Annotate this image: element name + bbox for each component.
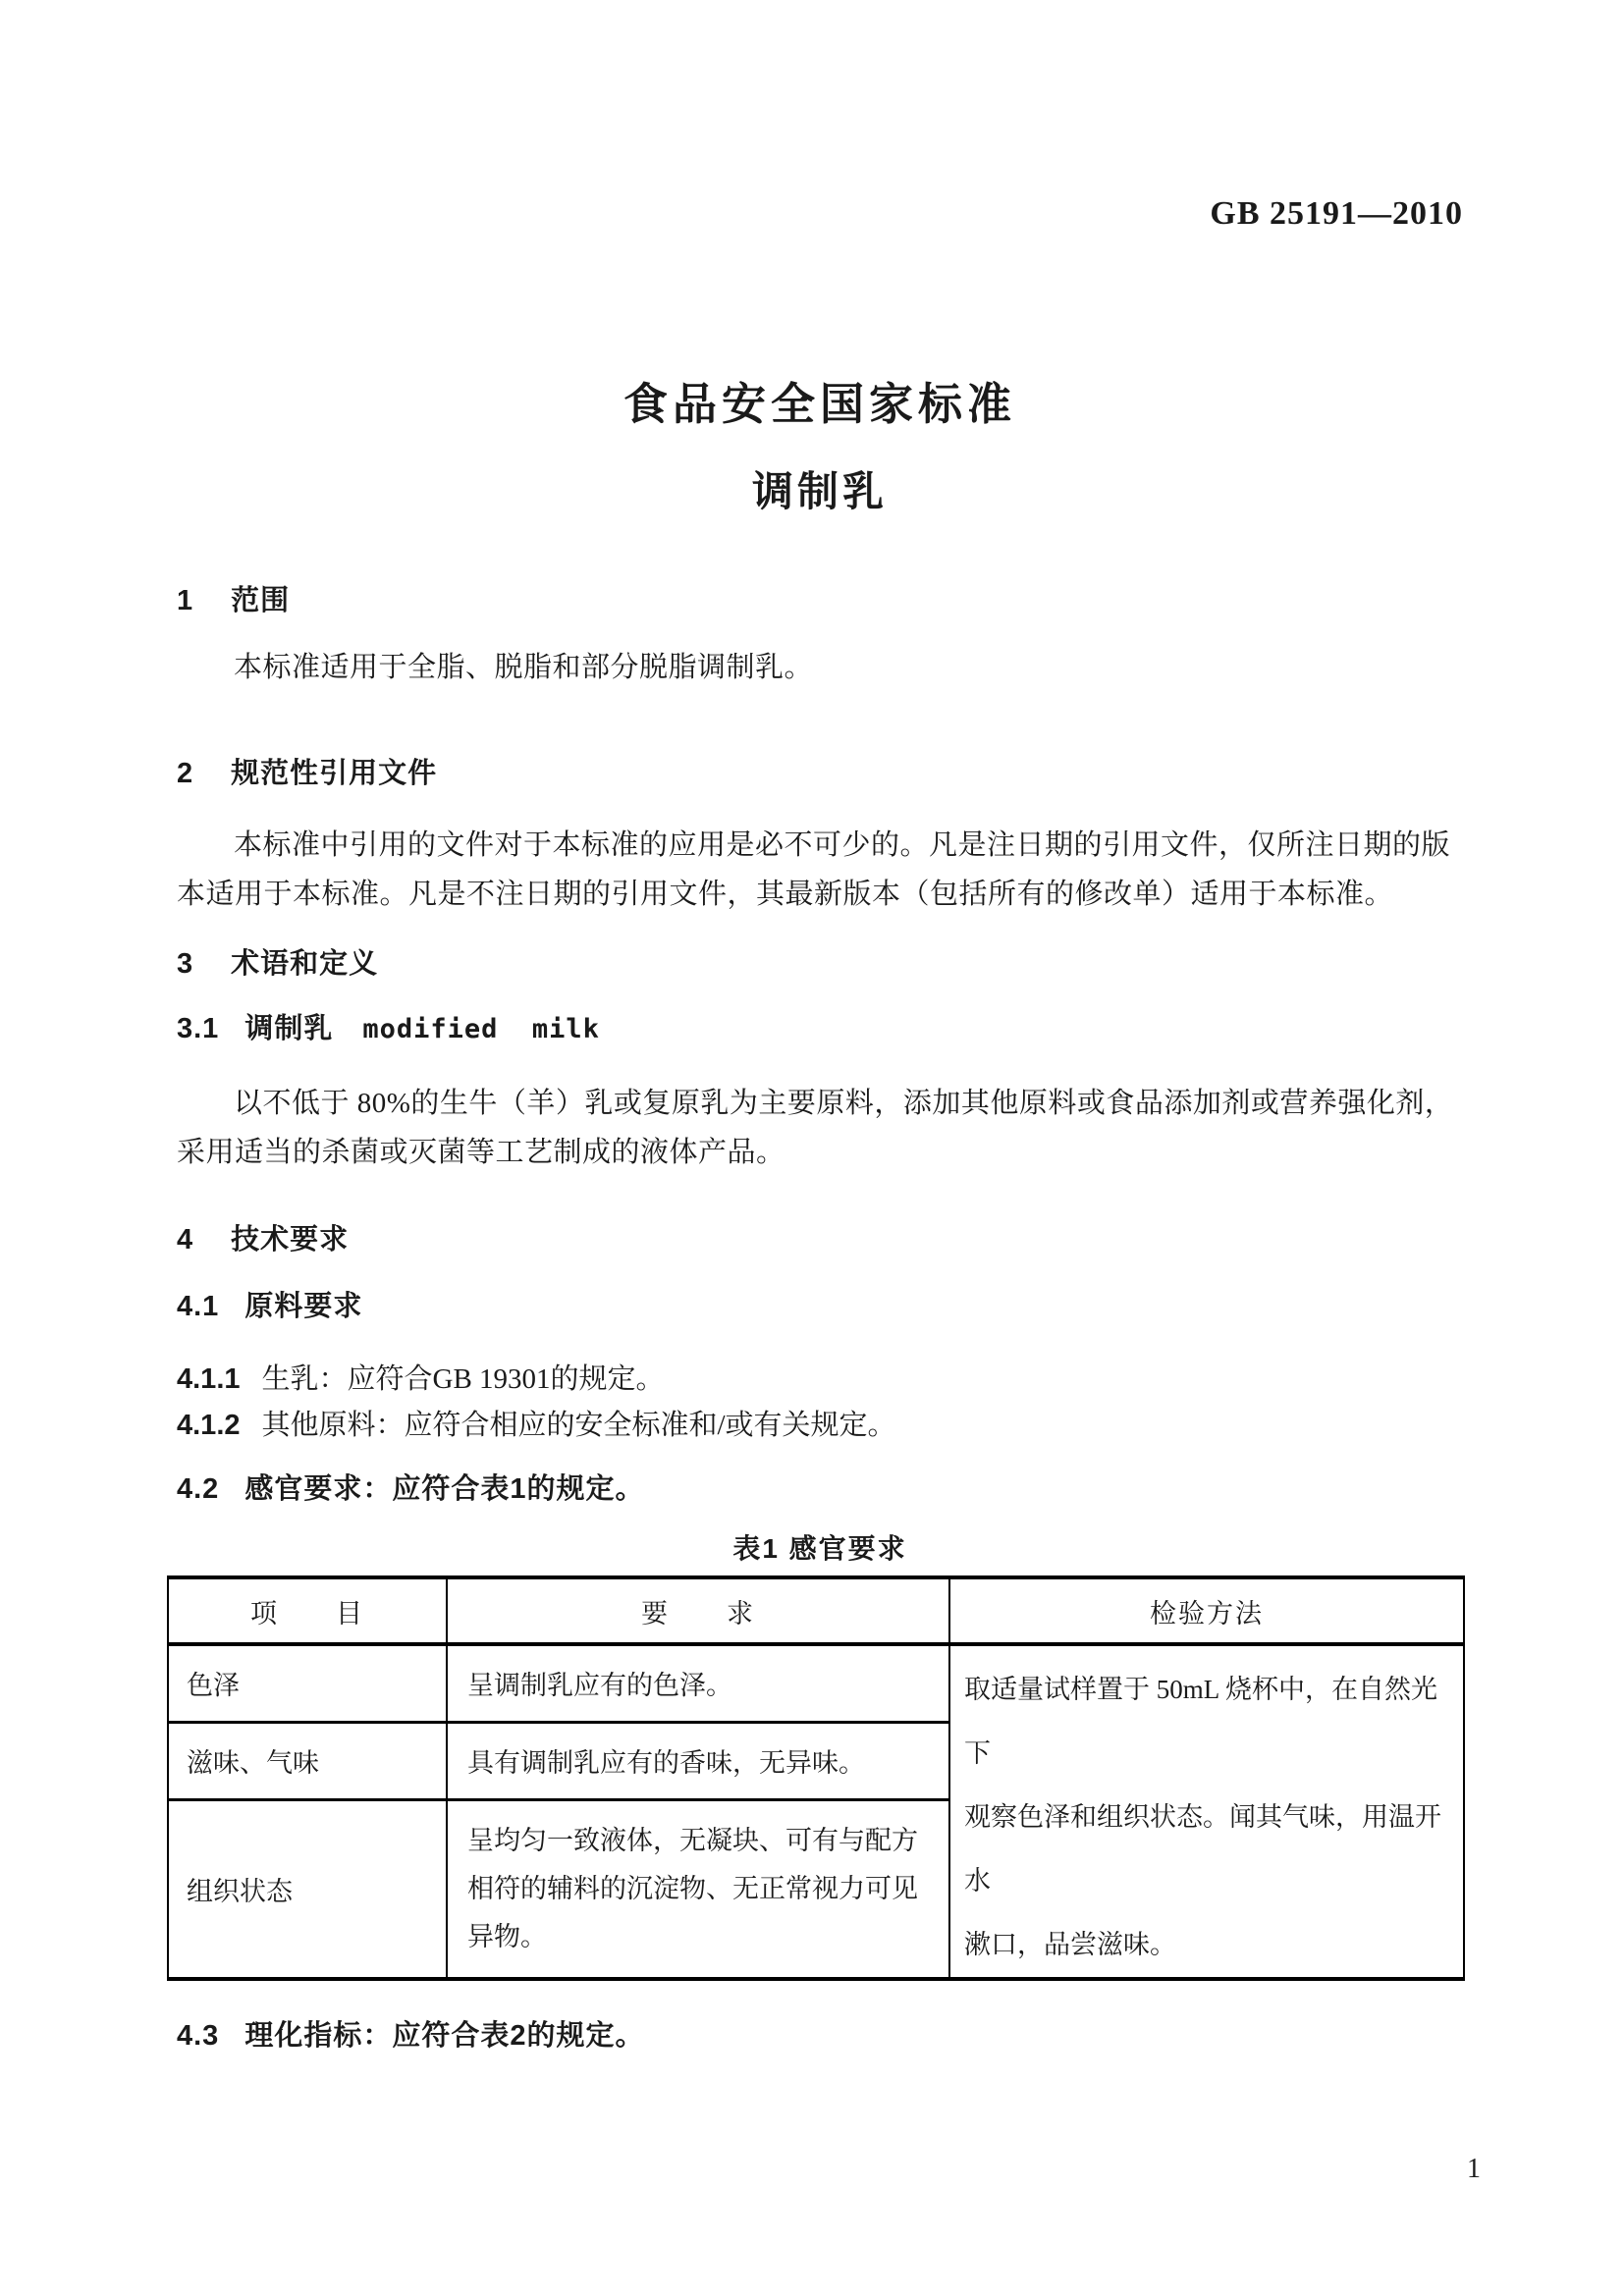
cell-item: 色泽	[168, 1644, 447, 1722]
clause-4-1-2	[177, 1404, 1463, 1448]
clause-4-1-1-number: 4.1.1	[177, 1363, 241, 1395]
clause-4-1-2-number: 4.1.2	[177, 1410, 241, 1441]
section-4-1-title: 原料要求	[244, 1291, 363, 1322]
clause-4-1-1	[177, 1358, 1463, 1402]
section-4-1-heading	[177, 1289, 1463, 1324]
section-4-3-text: 理化指标：应符合表2的规定。	[244, 2020, 645, 2052]
section-3-1-term-zh: 调制乳	[244, 1013, 334, 1044]
document-title: 食品安全国家标准	[623, 379, 1016, 429]
section-4-2-number: 4.2	[177, 1473, 220, 1505]
clause-4-1-2-text: 其他原料：应符合相应的安全标准和/或有关规定。	[261, 1410, 896, 1441]
standard-number: GB 25191—2010	[1210, 195, 1463, 232]
section-2-title: 规范性引用文件	[231, 758, 438, 789]
section-2-number: 2	[177, 758, 194, 789]
table-header-row	[168, 1577, 1464, 1644]
section-3-number: 3	[177, 948, 194, 980]
requirement-line: 相符的辅料的沉淀物、无正常视力可见	[467, 1873, 918, 1903]
section-4-3-number: 4.3	[177, 2020, 220, 2052]
section-3-title: 术语和定义	[231, 948, 379, 980]
section-1-paragraph: 本标准适用于全脂、脱脂和部分脱脂调制乳。	[234, 652, 814, 683]
section-1-heading	[177, 583, 1463, 618]
section-4-2-heading	[177, 1471, 1463, 1507]
cell-inspection-method	[949, 1644, 1464, 1979]
section-3-1-heading	[177, 1011, 1463, 1047]
column-header-item: 项 目	[168, 1577, 447, 1644]
section-3-1-term-en: modified milk	[362, 1014, 600, 1044]
method-line: 漱口，品尝滋味。	[964, 1930, 1176, 1959]
requirement-line: 呈均匀一致液体，无凝块、可有与配方	[467, 1825, 918, 1855]
paragraph-line: 以不低于 80%的生牛（羊）乳或复原乳为主要原料，添加其他原料或食品添加剂或营养强化剂，	[234, 1088, 1454, 1119]
table-row	[168, 1644, 1464, 1722]
cell-requirement	[447, 1799, 949, 1979]
column-header-method: 检验方法	[949, 1577, 1464, 1644]
section-2-heading	[177, 756, 1463, 791]
method-line: 观察色泽和组织状态。闻其气味，用温开水	[964, 1802, 1441, 1896]
table-1-caption: 表1 感官要求	[732, 1533, 907, 1564]
cell-item: 滋味、气味	[168, 1722, 447, 1799]
requirement-line: 异物。	[467, 1921, 547, 1951]
cell-item: 组织状态	[168, 1799, 447, 1979]
section-4-number: 4	[177, 1224, 194, 1255]
sensory-requirements-table	[167, 1575, 1465, 1981]
page-number: 1	[1467, 2154, 1481, 2184]
clause-4-1-1-text: 生乳：应符合GB 19301的规定。	[261, 1363, 665, 1395]
page-content	[0, 194, 1624, 2054]
section-1-number: 1	[177, 585, 194, 616]
section-3-1-number: 3.1	[177, 1013, 220, 1044]
section-4-heading	[177, 1222, 1463, 1257]
section-4-1-number: 4.1	[177, 1291, 220, 1322]
cell-requirement: 具有调制乳应有的香味，无异味。	[447, 1722, 949, 1799]
paragraph-line: 采用适当的杀菌或灭菌等工艺制成的液体产品。	[177, 1137, 785, 1168]
section-4-2-text: 感官要求：应符合表1的规定。	[244, 1473, 645, 1505]
section-4-title: 技术要求	[231, 1224, 350, 1255]
paragraph-line: 本标准中引用的文件对于本标准的应用是必不可少的。凡是注日期的引用文件，仅所注日期的版	[234, 829, 1451, 861]
paragraph-line: 本适用于本标准。凡是不注日期的引用文件，其最新版本（包括所有的修改单）适用于本标准。	[177, 879, 1394, 910]
column-header-requirement: 要 求	[447, 1577, 949, 1644]
section-1-title: 范围	[231, 585, 291, 616]
method-line: 取适量试样置于 50mL 烧杯中，在自然光下	[964, 1675, 1437, 1768]
section-3-1-paragraph	[177, 1079, 1463, 1177]
section-2-paragraph	[177, 821, 1463, 919]
cell-requirement: 呈调制乳应有的色泽。	[447, 1644, 949, 1722]
section-3-heading	[177, 946, 1463, 982]
document-subtitle: 调制乳	[751, 468, 888, 514]
section-4-3-heading	[177, 2018, 1463, 2054]
